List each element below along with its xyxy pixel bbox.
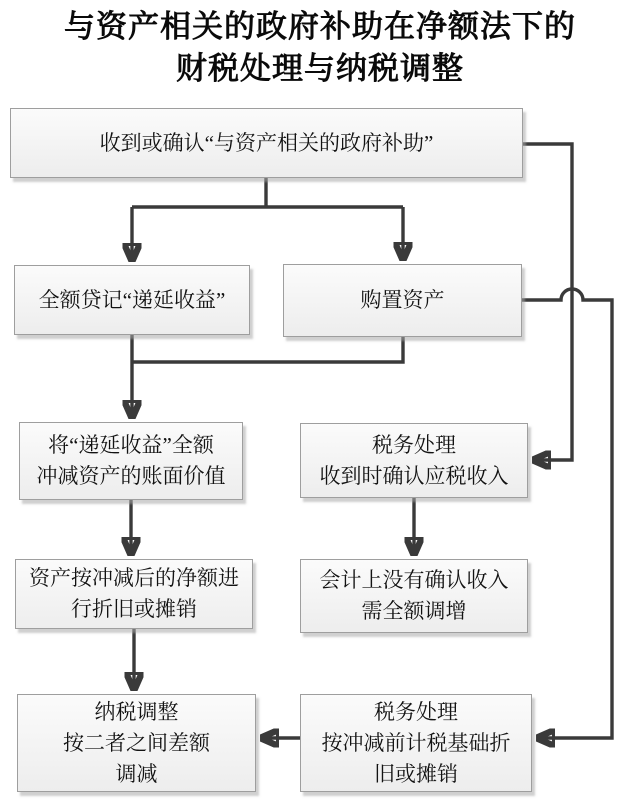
node-text: 按二者之间差额 (63, 730, 210, 755)
node-text: 全额贷记“递延收益” (38, 287, 226, 312)
edge-split-trunk (132, 178, 403, 207)
node-text: 税务处理 (374, 699, 458, 724)
node-text: 资产按冲减后的净额进 (29, 566, 239, 590)
node-text: 按冲减前计税基础折 (321, 730, 511, 755)
node-offset-book-value (19, 422, 243, 500)
node-credit-deferred-income (14, 265, 250, 335)
node-text: 会计上没有确认收入 (319, 568, 509, 592)
node-purchase-asset (283, 264, 522, 337)
node-tax-treatment-depreciation (300, 694, 532, 792)
edge-receive-to-taxreceipt (523, 144, 572, 460)
node-text: 需全额调增 (361, 599, 467, 623)
node-text: 购置资产 (360, 288, 445, 312)
node-text: 旧或摊销 (374, 761, 458, 786)
node-text: 行折旧或摊销 (71, 597, 197, 621)
edge-merge-purchase (133, 337, 403, 362)
node-text: 收到或确认“与资产相关的政府补助” (99, 130, 434, 155)
title-line-2: 财税处理与纳税调整 (176, 51, 464, 86)
node-tax-adjustment-decrease (17, 694, 256, 792)
node-tax-treatment-receipt (300, 423, 528, 498)
node-text: 收到时确认应税收入 (319, 463, 509, 488)
edge-purchase-to-taxdepr (522, 289, 612, 738)
node-text: 冲减资产的账面价值 (36, 464, 226, 488)
node-depreciate-net-amount (15, 559, 253, 629)
title-line-1: 与资产相关的政府补助在净额法下的 (64, 9, 576, 44)
node-receive-grant (10, 108, 523, 178)
node-text: 将“递延收益”全额 (48, 433, 214, 457)
node-text: 纳税调整 (94, 699, 179, 724)
node-text: 调减 (115, 761, 158, 786)
node-no-accounting-income (300, 559, 528, 633)
node-text: 税务处理 (372, 432, 456, 457)
